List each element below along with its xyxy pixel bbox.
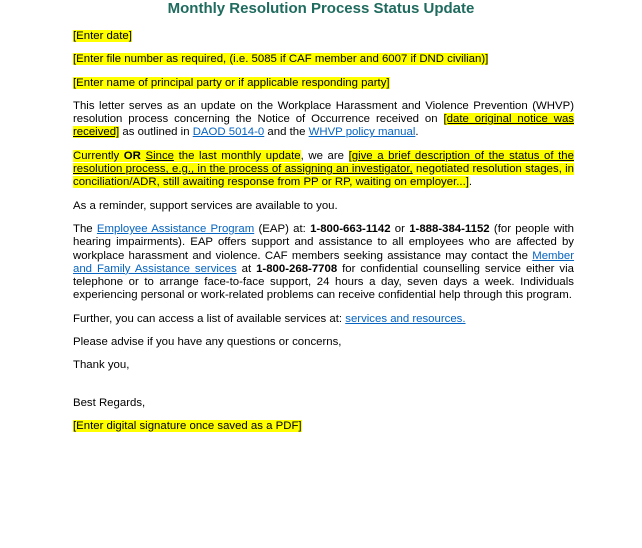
mfas-link[interactable]: Member and Family Assistance services — [73, 249, 574, 275]
intro-text-a: This letter serves as an update on the Workplace Harassment and Violence Prevention (WHVP) resolution process concerning the Notice of Occurrence received on — [73, 99, 574, 126]
status-paragraph — [73, 150, 574, 190]
advise-paragraph: Please advise if you have any questions or concerns, — [73, 336, 342, 349]
page-title: Monthly Resolution Process Status Update — [167, 0, 475, 17]
intro-paragraph — [73, 100, 574, 140]
daod-link[interactable]: DAOD 5014-0 — [192, 126, 265, 139]
status-end: . — [468, 176, 473, 189]
date-placeholder — [73, 30, 574, 43]
date-received-placeholder: [date original notice was received] — [73, 113, 574, 139]
intro-text-d: . — [415, 126, 419, 139]
eap-at: at — [236, 262, 257, 275]
spacer — [73, 383, 574, 397]
principal-party-placeholder-text: [Enter name of principal party or if applicable responding party] — [73, 76, 390, 89]
date-placeholder-text: [Enter date] — [73, 30, 132, 42]
file-number-placeholder — [73, 53, 574, 66]
status-since: Since — [145, 149, 174, 162]
signature-placeholder — [73, 420, 574, 433]
eap-phone-2: 1-888-384-1152 — [409, 222, 490, 235]
eap-text-b: for confidential counselling service either via telephone or to arrange face-to-face support, 24 hours a day, seven days a week. Individuals experiencing personal or work-related problems can receive confidential help through this program. — [73, 262, 574, 302]
status-currently: Currently — [73, 149, 124, 162]
status-description-rest: negotiated resolution stages, in conciliation/ADR, still awaiting response from PP or RP, waiting on employer...] — [73, 163, 575, 189]
eap-phone-1: 1-800-663-1142 — [310, 222, 391, 235]
eap-link[interactable]: Employee Assistance Program — [96, 222, 255, 235]
status-we-are: , we are — [300, 149, 349, 162]
services-resources-link[interactable]: services and resources. — [345, 312, 466, 325]
thank-you: Thank you, — [73, 359, 130, 372]
intro-text-c: and the — [264, 126, 309, 139]
eap-text-a: (for people with hearing impairments). EAP offers support and assistance to all employees who are affected by workplace harassment and violence. CAF members seeking assistance may contact the — [73, 222, 574, 262]
file-number-placeholder-text: [Enter file number as required, (i.e. 5085 if CAF member and 6007 if DND civilian)] — [73, 53, 489, 66]
status-bracket: [ — [348, 149, 352, 162]
services-paragraph — [73, 313, 574, 326]
status-or: OR — [123, 149, 141, 162]
status-description-underlined: give a brief description of the status of the resolution process, e.g., in the process of assigning an investigator, — [73, 149, 574, 176]
intro-text-b: as outlined in — [119, 126, 193, 139]
eap-after: (EAP) at: — [254, 222, 311, 235]
letter-body — [73, 30, 574, 443]
eap-the: The — [73, 222, 97, 235]
signature-placeholder-text: [Enter digital signature once saved as a PDF] — [73, 419, 302, 432]
mfas-phone: 1-800-268-7708 — [256, 262, 338, 275]
whvp-manual-link[interactable]: WHVP policy manual — [308, 126, 416, 139]
status-after-since: the last monthly update — [173, 149, 301, 162]
services-text: Further, you can access a list of available services at: — [73, 312, 346, 325]
closing: Best Regards, — [73, 396, 146, 409]
reminder-paragraph: As a reminder, support services are available to you. — [73, 199, 338, 212]
eap-or: or — [390, 222, 410, 235]
principal-party-placeholder — [73, 77, 574, 90]
eap-paragraph — [73, 223, 574, 303]
